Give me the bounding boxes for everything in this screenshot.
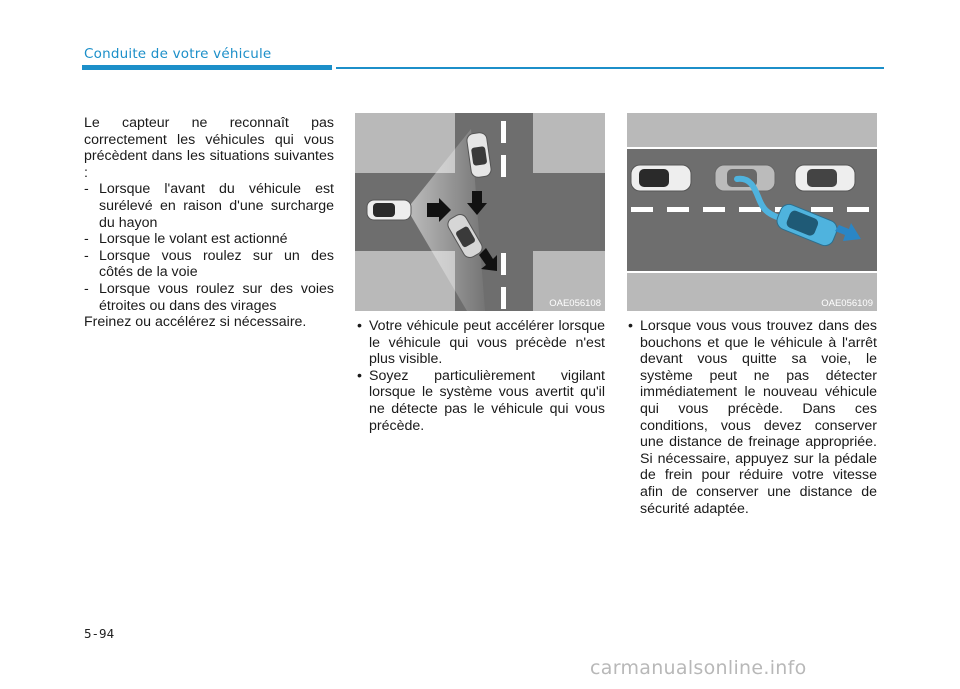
page-number: 5-94	[84, 626, 115, 641]
header-rule-thick	[82, 65, 332, 70]
bullet-marker: •	[357, 318, 362, 334]
brake-advice: Freinez ou accélérez si nécessaire.	[84, 314, 307, 331]
column-left	[84, 115, 334, 331]
sidewalk-top-left	[355, 113, 455, 173]
column-right	[627, 318, 877, 517]
list-item: - Lorsque le volant est actionné	[84, 231, 288, 248]
lane-change-illustration	[627, 113, 877, 311]
list-item: • Soyez particulièrement vigilant lorsque le système vous avertit qu'il ne détecte pas le véhicule qui vous précède.	[357, 367, 605, 434]
bullet-marker: •	[357, 367, 362, 384]
dash-marker: -	[84, 231, 89, 248]
list-item: • Votre véhicule peut accélérer lorsque le véhicule qui vous précède n'est plus visible.	[357, 318, 605, 368]
header-rule-thin	[336, 67, 884, 69]
watermark: carmanualsonline.info	[590, 657, 807, 679]
intersection-illustration	[355, 113, 605, 311]
new-front-car	[795, 165, 855, 191]
figure-lane-change	[627, 113, 877, 311]
intro-paragraph: Le capteur ne reconnaît pas correctement les véhicules qui vous précèdent dans les situations suivantes :	[84, 115, 334, 181]
own-car	[631, 165, 691, 191]
traffic-list	[627, 318, 877, 517]
bullet-marker: •	[628, 318, 633, 334]
list-item: • Lorsque vous vous trouvez dans des bouchons et que le véhicule à l'arrêt devant vous quitte sa voie, le système peut ne pas détecter immédiatement le nouveau véhicule qui vous précède. Dans ces conditions, vous devez conserver une distance de freinage appropriée. Si nécessaire, appuyez sur la pédale de frein pour réduire votre vitesse afin de conserver une distance de sécurité adaptée.	[628, 318, 877, 517]
own-car	[367, 200, 411, 220]
figure-code: OAE056108	[549, 298, 601, 309]
sidewalk-top-right	[533, 113, 605, 173]
road-edge-bottom	[627, 271, 877, 273]
figure-intersection	[355, 113, 605, 311]
list-item: - Lorsque l'avant du véhicule est surélevé en raison d'une surcharge du hayon	[84, 181, 334, 231]
list-item: - Lorsque vous roulez sur un des côtés de la voie	[84, 247, 334, 281]
dash-marker: -	[84, 181, 89, 198]
list-item: - Lorsque vous roulez sur des voies étroites ou dans des virages	[84, 280, 334, 314]
dash-marker: -	[84, 280, 89, 297]
section-title: Conduite de votre véhicule	[84, 46, 272, 62]
figure-code: OAE056109	[821, 298, 873, 309]
column-middle	[356, 318, 605, 434]
condition-list	[84, 181, 334, 314]
warning-list	[356, 318, 605, 434]
road-edge-top	[627, 147, 877, 149]
dash-marker: -	[84, 247, 89, 264]
